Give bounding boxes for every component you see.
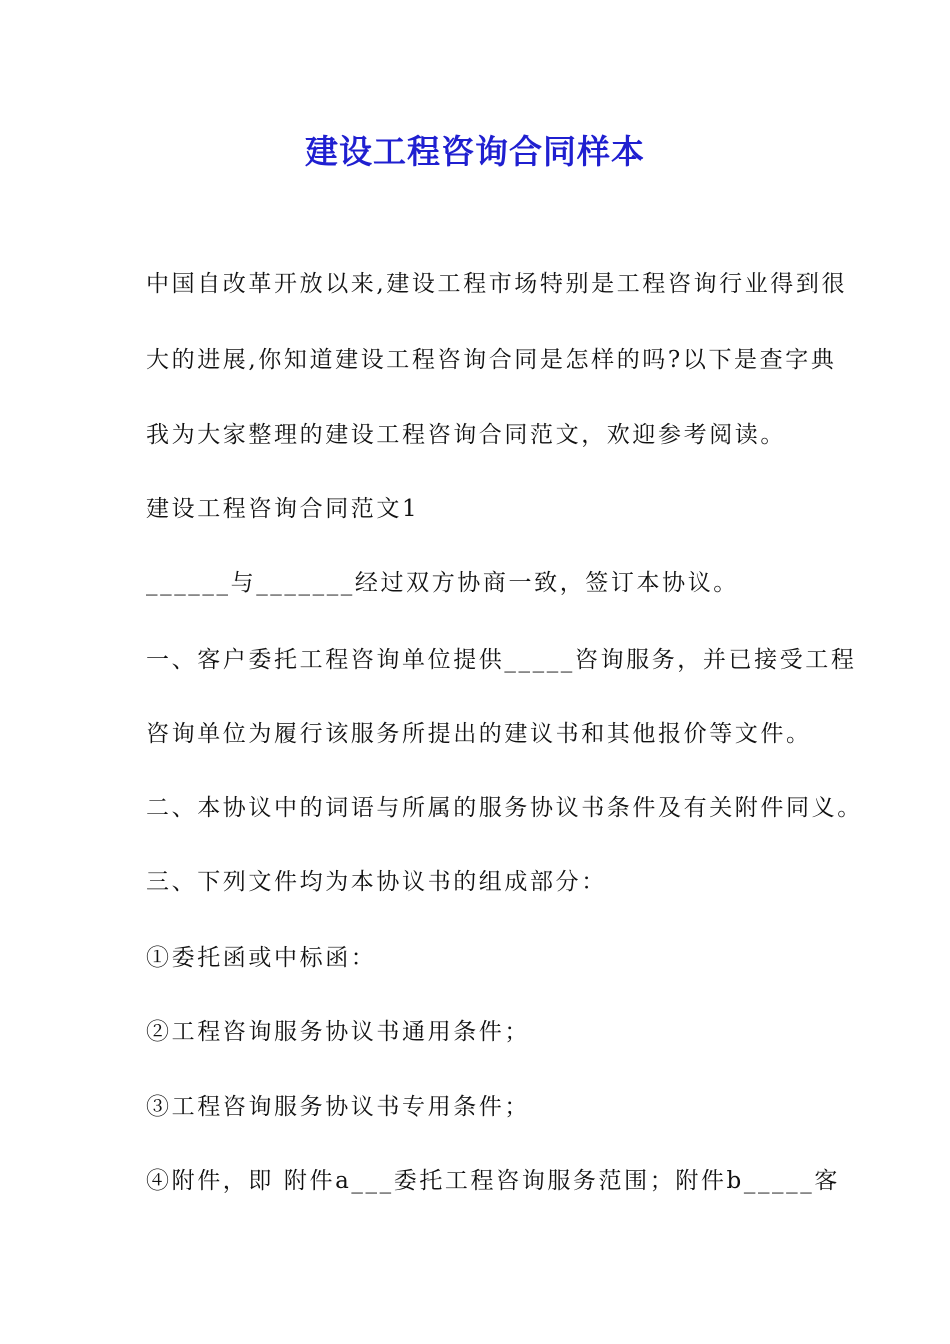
paragraph-line-parties: ______与_______经过双方协商一致，签订本协议。 [146,570,739,596]
clause-3: 三、下列文件均为本协议书的组成部分： [146,869,607,895]
paragraph-line-intro-1: 中国自改革开放以来,建设工程市场特别是工程咨询行业得到很 [146,271,848,297]
list-item-2: ②工程咨询服务协议书通用条件； [146,1019,530,1045]
list-item-3: ③工程咨询服务协议书专用条件； [146,1094,530,1120]
paragraph-line-intro-3: 我为大家整理的建设工程咨询合同范文，欢迎参考阅读。 [146,422,786,448]
section-heading-sample-1: 建设工程咨询合同范文1 [146,496,420,522]
list-item-1: ①委托函或中标函： [146,945,377,971]
paragraph-line-intro-2: 大的进展,你知道建设工程咨询合同是怎样的吗?以下是查字典 [146,347,837,373]
list-item-4: ④附件，即 附件a___委托工程咨询服务范围；附件b_____客 [146,1168,840,1194]
document-title: 建设工程咨询合同样本 [305,132,645,171]
clause-2: 二、本协议中的词语与所属的服务协议书条件及有关附件同义。 [146,795,863,821]
clause-1-line-2: 咨询单位为履行该服务所提出的建议书和其他报价等文件。 [146,721,812,747]
clause-1-line-1: 一、客户委托工程咨询单位提供_____咨询服务，并已接受工程 [146,647,857,673]
